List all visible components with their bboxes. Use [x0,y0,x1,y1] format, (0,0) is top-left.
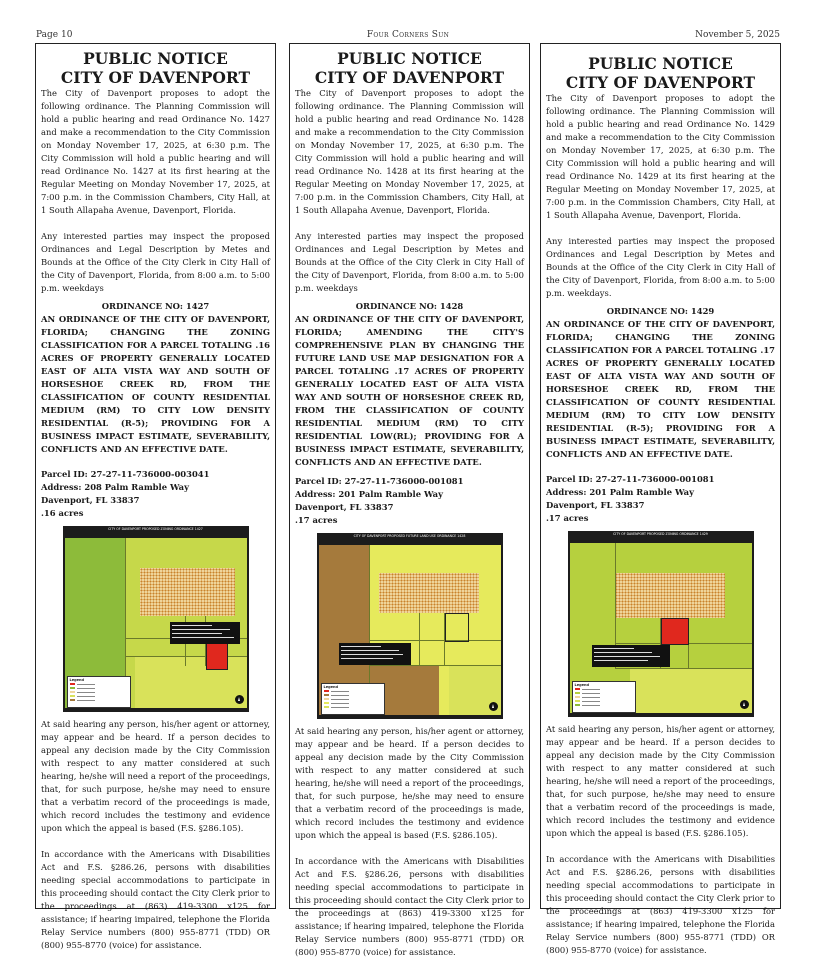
parcel-acres: .16 acres [41,508,84,518]
map-title: CITY OF DAVENPORT PROPOSED ZONING ORDINANCE 1427 [108,527,203,531]
notice-intro: The City of Davenport proposes to adopt the following ordinance. The Planning Commission will hold a public hearing and read Ordinance No. 1429 and make a recommendation to the City Commission on Monday November 17, 2025, at 6:30 p.m. The City Commission will hold a public hearing and will read Ordinance No. 1429 at its first hearing at the Regular Meeting on Monday November 17, 2025, at 7:00 p.m. in the Commission Chambers, City Hall, at 1 South Allapaha Avenue, Davenport, Florida. [546,93,775,220]
north-arrow-icon [740,700,749,709]
parcel-id: Parcel ID: 27-27-11-736000-003041 [41,469,210,479]
parcel-callout [592,645,670,667]
notice-inspect: Any interested parties may inspect the proposed Ordinances and Legal Description by Metes and Bounds at the Office of the City Clerk in City Hall of the City of Davenport, Florida, from 8:00 a.m. to 5:00 p.m. weekdays. [546,236,775,298]
notice-intro: The City of Davenport proposes to adopt the following ordinance. The Planning Commission will hold a public hearing and read Ordinance No. 1427 and make a recommendation to the City Commission on Monday November 17, 2025, at 6:30 p.m. The City Commission will hold a public hearing and will read Ordinance No. 1427 at its first hearing at the Regular Meeting on Monday November 17, 2025, at 7:00 p.m. in the Commission Chambers, City Hall, at 1 South Allapaha Avenue, Davenport, Florida. [41,88,270,215]
map-legend: Legend [572,681,636,713]
newspaper-name: Four Corners Sun [366,30,450,40]
issue-date: November 5, 2025 [695,30,780,40]
subject-parcel [445,613,469,642]
north-arrow-icon [235,695,244,704]
subject-parcel [661,618,689,645]
notice-inspect: Any interested parties may inspect the proposed Ordinances and Legal Description by Metes and Bounds at the Office of the City Clerk in City Hall of the City of Davenport, Florida, from 8:00 a.m. to 5:00 p.m. weekdays [295,231,524,293]
public-notice-1429 [540,43,781,955]
ada-paragraph: In accordance with the Americans with Disabilities Act and F.S. §286.26, persons with disabilities needing special accommodations to participate in this proceeding should contact the City Clerk prior to the proceedings at (863) 419-3300 x125 for assistance; if hearing impaired, telephone the Florida Relay Service numbers (800) 955-8771 (TDD) OR (800) 955-8770 (voice) for assistance. [41,849,270,950]
parcel-address: Address: 201 Palm Ramble Way [295,489,443,499]
notice-title: PUBLIC NOTICE CITY OF DAVENPORT [314,49,505,87]
parcel-city: Davenport, FL 33837 [295,502,394,512]
zoning-map [568,531,754,717]
parcel-acres: .17 acres [546,513,589,523]
appeal-paragraph: At said hearing any person, his/her agent or attorney, may appear and be heard. If a person decides to appeal any decision made by the City Commission with respect to any matter considered at such hearing, he/she will need a report of the proceedings, that, for such purpose, he/she may need to ensure that a verbatim record of the proceedings is made, which record includes the testimony and evidence upon which the appeal is based (F.S. §286.105). [41,719,270,833]
future-land-use-map [317,533,503,719]
ordinance-title: AN ORDINANCE OF THE CITY OF DAVENPORT, FLORIDA; AMENDING THE CITY'S COMPREHENSIVE PLAN BY CHANGING THE FUTURE LAND USE MAP DESIGNATION FOR A PARCEL TOTALING .17 ACRES OF PROPERTY GENERALLY LOCATED EAST OF ALTA VISTA WAY AND SOUTH OF HORSESHOE CREEK RD, FROM THE CLASSIFICATION OF COUNTY RESIDENTIAL MEDIUM (RM) TO CITY RESIDENTIAL LOW(RL); PROVIDING FOR A BUSINESS IMPACT ESTIMATE, SEVERABILITY, CONFLICTS AND AN EFFECTIVE DATE. [295,314,524,467]
ordinance-title: AN ORDINANCE OF THE CITY OF DAVENPORT, FLORIDA; CHANGING THE ZONING CLASSIFICATION FOR A PARCEL TOTALING .16 ACRES OF PROPERTY GENERALLY LOCATED EAST OF ALTA VISTA WAY AND SOUTH OF HORSESHOE CREEK RD, FROM THE CLASSIFICATION OF COUNTY RESIDENTIAL MEDIUM (RM) TO CITY LOW DENSITY RESIDENTIAL (R-5); PROVIDING FOR A BUSINESS IMPACT ESTIMATE, SEVERABILITY, CONFLICTS AND AN EFFECTIVE DATE. [41,314,270,454]
public-notice-1428 [289,43,530,957]
parcel-acres: .17 acres [295,515,338,525]
notice-title: PUBLIC NOTICE CITY OF DAVENPORT [60,49,251,87]
parcel-id: Parcel ID: 27-27-11-736000-001081 [295,476,464,486]
parcel-city: Davenport, FL 33837 [546,500,645,510]
zoning-map [63,526,249,712]
parcel-city: Davenport, FL 33837 [41,495,140,505]
public-notice-1427 [35,43,276,950]
page-number: Page 10 [36,30,73,40]
page-header [36,30,780,42]
map-title: CITY OF DAVENPORT PROPOSED FUTURE LAND USE ORDINANCE 1428 [353,534,466,538]
ordinance-number: ORDINANCE NO: 1428 [355,301,464,311]
parcel-address: Address: 201 Palm Ramble Way [546,487,694,497]
ordinance-number: ORDINANCE NO: 1427 [101,301,210,311]
parcel-info [546,473,775,525]
appeal-paragraph: At said hearing any person, his/her agent or attorney, may appear and be heard. If a person decides to appeal any decision made by the City Commission with respect to any matter considered at such hearing, he/she will need a report of the proceedings, that, for such purpose, he/she may need to ensure that a verbatim record of the proceedings is made, which record includes the testimony and evidence upon which the appeal is based (F.S. §286.105). [295,726,524,840]
parcel-callout [170,622,240,644]
parcel-id: Parcel ID: 27-27-11-736000-001081 [546,474,715,484]
notice-inspect: Any interested parties may inspect the proposed Ordinances and Legal Description by Metes and Bounds at the Office of the City Clerk in City Hall of the City of Davenport, Florida, from 8:00 a.m. to 5:00 p.m. weekdays [41,231,270,293]
north-arrow-icon [489,702,498,711]
ordinance-number: ORDINANCE NO: 1429 [606,306,715,316]
parcel-info [41,468,270,520]
ada-paragraph: In accordance with the Americans with Disabilities Act and F.S. §286.26, persons with disabilities needing special accommodations to participate in this proceeding should contact the City Clerk prior to the proceedings at (863) 419-3300 x125 for assistance; if hearing impaired, telephone the Florida Relay Service numbers (800) 955-8771 (TDD) OR (800) 955-8770 (voice) for assistance. [295,856,524,957]
parcel-callout [339,643,411,665]
parcel-info [295,475,524,527]
ada-paragraph: In accordance with the Americans with Disabilities Act and F.S. §286.26, persons with disabilities needing special accommodations to participate in this proceeding should contact the City Clerk prior to the proceedings at (863) 419-3300 x125 for assistance; if hearing impaired, telephone the Florida Relay Service numbers (800) 955-8771 (TDD) OR (800) 955-8770 (voice) for assistance. [546,854,775,955]
map-legend: Legend [67,676,131,708]
notice-intro: The City of Davenport proposes to adopt the following ordinance. The Planning Commission will hold a public hearing and read Ordinance No. 1428 and make a recommendation to the City Commission on Monday November 17, 2025, at 6:30 p.m. The City Commission will hold a public hearing and will read Ordinance No. 1428 at its first hearing at the Regular Meeting on Monday November 17, 2025, at 7:00 p.m. in the Commission Chambers, City Hall, at 1 South Allapaha Avenue, Davenport, Florida. [295,88,524,215]
map-legend: Legend [321,683,385,715]
parcel-address: Address: 208 Palm Ramble Way [41,482,189,492]
notice-title: PUBLIC NOTICE CITY OF DAVENPORT [565,54,756,92]
map-title: CITY OF DAVENPORT PROPOSED ZONING ORDINANCE 1429 [613,532,708,536]
appeal-paragraph: At said hearing any person, his/her agent or attorney, may appear and be heard. If a person decides to appeal any decision made by the City Commission with respect to any matter considered at such hearing, he/she will need a report of the proceedings, that, for such purpose, he/she may need to ensure that a verbatim record of the proceedings is made, which record includes the testimony and evidence upon which the appeal is based (F.S. §286.105). [546,724,775,838]
ordinance-title: AN ORDINANCE OF THE CITY OF DAVENPORT, FLORIDA; CHANGING THE ZONING CLASSIFICATION FOR A PARCEL TOTALING .17 ACRES OF PROPERTY GENERALLY LOCATED EAST OF ALTA VISTA WAY AND SOUTH OF HORSESHOE CREEK RD, FROM THE CLASSIFICATION OF COUNTY RESIDENTIAL MEDIUM (RM) TO CITY LOW DENSITY RESIDENTIAL (R-5); PROVIDING FOR A BUSINESS IMPACT ESTIMATE, SEVERABILITY, CONFLICTS AND AN EFFECTIVE DATE. [546,319,775,459]
